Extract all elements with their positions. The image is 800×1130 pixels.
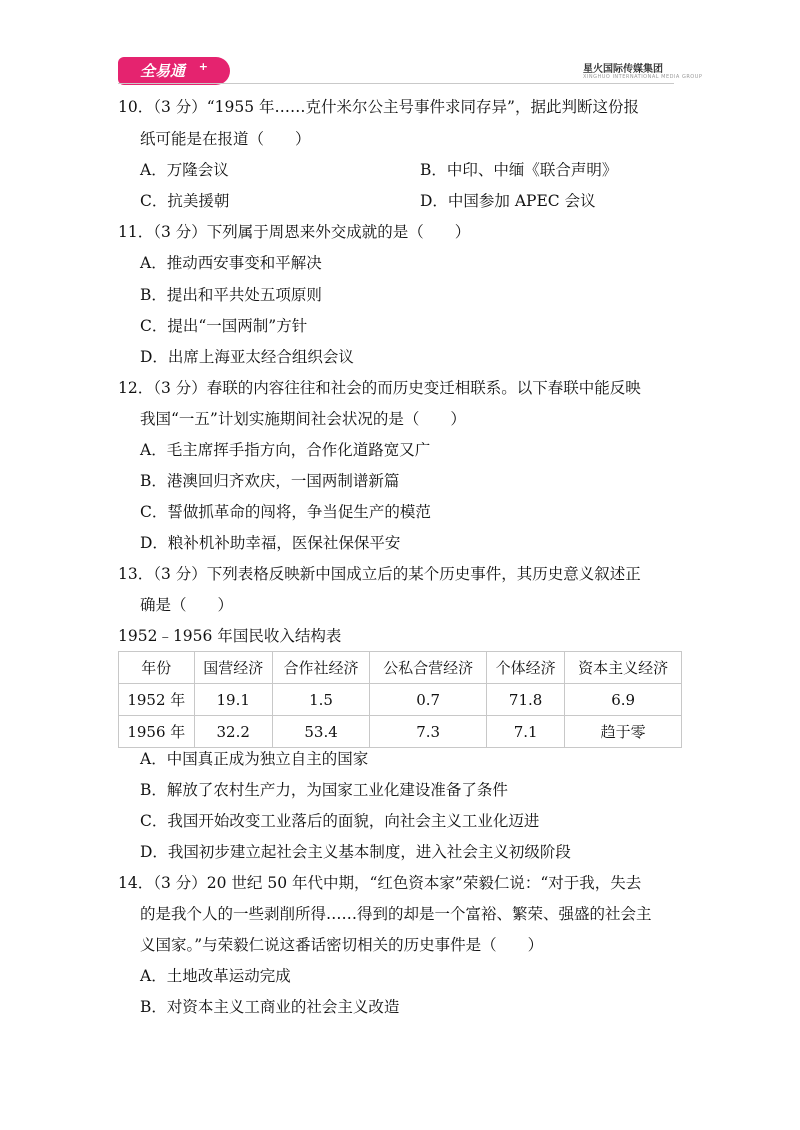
table-cell: 1956 年	[119, 716, 195, 748]
quanyitong-logo	[118, 57, 230, 85]
question-10-option-b: B．中印、中缅《联合声明》	[420, 161, 618, 179]
question-12-stem: 12．（3 分）春联的内容往往和社会的而历史变迁相联系。以下春联中能反映	[118, 379, 641, 397]
table-cell: 7.3	[370, 716, 487, 748]
question-11-option-a: A．推动西安事变和平解决	[140, 254, 322, 272]
table-header-cell: 合作社经济	[272, 652, 369, 684]
table-header-row	[119, 652, 682, 684]
question-13-option-a: A．中国真正成为独立自主的国家	[140, 750, 369, 768]
table-cell: 7.1	[487, 716, 565, 748]
question-13-option-c: C．我国开始改变工业落后的面貌，向社会主义工业化迈进	[140, 812, 540, 830]
question-10-option-c: C．抗美援朝	[140, 192, 230, 210]
question-14-stem: 14．（3 分）20 世纪 50 年代中期，“红色资本家”荣毅仁说：“对于我，失去	[118, 874, 642, 892]
table-header-cell: 年份	[119, 652, 195, 684]
question-12-option-a: A．毛主席挥手指方向，合作化道路宽又广	[140, 441, 431, 459]
table-cell: 趋于零	[565, 716, 682, 748]
question-11-option-c: C．提出“一国两制”方针	[140, 317, 308, 335]
table-cell: 19.1	[194, 684, 272, 716]
question-10-option-d: D．中国参加 APEC 会议	[420, 192, 596, 210]
question-10-stem-cont: 纸可能是在报道（ ）	[140, 130, 311, 148]
table-cell: 53.4	[272, 716, 369, 748]
table-cell: 0.7	[370, 684, 487, 716]
table-header-cell: 个体经济	[487, 652, 565, 684]
question-13-stem-cont: 确是（ ）	[140, 596, 234, 614]
table-cell: 71.8	[487, 684, 565, 716]
table-cell: 1952 年	[119, 684, 195, 716]
question-12-stem-cont: 我国“一五”计划实施期间社会状况的是（ ）	[140, 410, 466, 428]
national-income-table	[118, 651, 682, 748]
table-row	[119, 684, 682, 716]
header-divider	[118, 83, 674, 84]
brand-subtitle: XINGHUO INTERNATIONAL MEDIA GROUP	[583, 74, 703, 80]
table-header-cell: 公私合营经济	[370, 652, 487, 684]
question-12-option-d: D．粮补机补助幸福，医保社保保平安	[140, 534, 401, 552]
question-14-stem-cont: 的是我个人的一些剥削所得……得到的却是一个富裕、繁荣、强盛的社会主	[140, 905, 652, 923]
question-12-option-b: B．港澳回归齐欢庆，一国两制谱新篇	[140, 472, 400, 490]
question-14-option-a: A．土地改革运动完成	[140, 967, 291, 985]
question-12-option-c: C．誓做抓革命的闯将，争当促生产的模范	[140, 503, 431, 521]
question-13-option-b: B．解放了农村生产力，为国家工业化建设准备了条件	[140, 781, 508, 799]
table-row	[119, 716, 682, 748]
page-header	[0, 0, 800, 90]
question-11-option-b: B．提出和平共处五项原则	[140, 286, 322, 304]
question-10-stem: 10．（3 分）“1955 年……克什米尔公主号事件求同存异”，据此判断这份报	[118, 98, 639, 116]
question-13-option-d: D．我国初步建立起社会主义基本制度，进入社会主义初级阶段	[140, 843, 571, 861]
question-13-stem: 13．（3 分）下列表格反映新中国成立后的某个历史事件，其历史意义叙述正	[118, 565, 641, 583]
table-caption: 1952﹣1956 年国民收入结构表	[118, 627, 342, 645]
question-11-stem: 11．（3 分）下列属于周恩来外交成就的是（ ）	[118, 223, 471, 241]
question-11-option-d: D．出席上海亚太经合组织会议	[140, 348, 354, 366]
table-cell: 6.9	[565, 684, 682, 716]
brand-name: 星火国际传媒集团	[583, 64, 663, 75]
question-10-option-a: A．万隆会议	[140, 161, 229, 179]
logo-plus: +	[198, 60, 208, 73]
table-header-cell: 资本主义经济	[565, 652, 682, 684]
table-header-cell: 国营经济	[194, 652, 272, 684]
table-cell: 1.5	[272, 684, 369, 716]
question-14-stem-cont-2: 义国家。”与荣毅仁说这番话密切相关的历史事件是（ ）	[140, 936, 544, 954]
question-14-option-b: B．对资本主义工商业的社会主义改造	[140, 998, 400, 1016]
logo-text: 全易通	[140, 62, 186, 80]
table-cell: 32.2	[194, 716, 272, 748]
